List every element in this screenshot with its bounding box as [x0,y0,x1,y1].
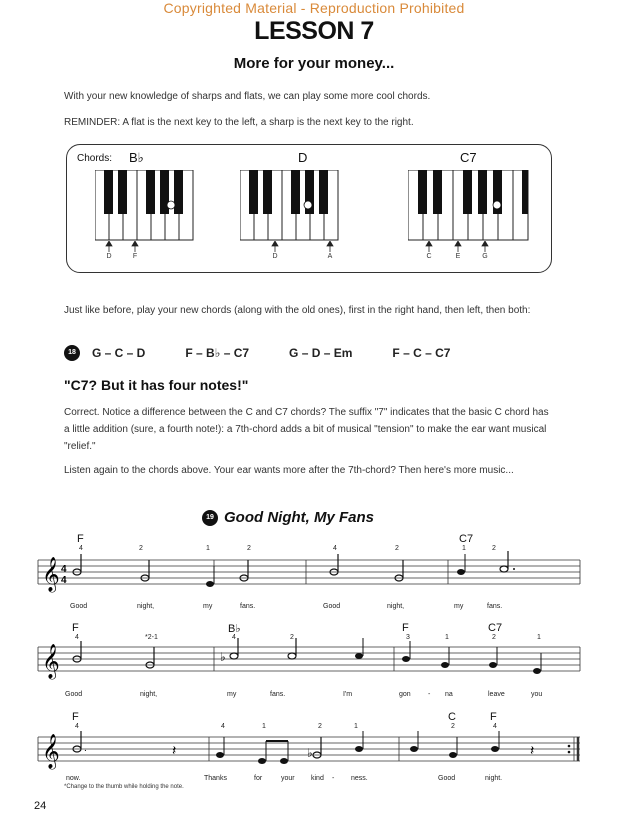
note-label: E [455,253,461,260]
fingering: 2 [247,545,251,552]
staff-chord: B♭ [228,623,241,635]
lyric: fans. [240,603,256,610]
lyric: Good [65,691,83,698]
fingering: 1 [537,634,541,641]
practice-paragraph: Just like before, play your new chords (along with the old ones), first in the right hand, then left, then both: [64,305,531,316]
c7-heading: "C7? But it has four notes!" [64,377,249,393]
fingering: 1 [354,723,358,730]
fingering: 4 [75,723,79,730]
progression-row [64,345,450,361]
lesson-subtitle: More for your money... [233,55,395,72]
note-label: D [272,253,278,260]
footnote: *Change to the thumb while holding the note. [64,784,184,790]
lyric: my [203,603,213,610]
staff-chord: F [402,622,409,634]
note-label: C [426,253,432,260]
fingering: 4 [493,723,497,730]
lyric: gon [399,691,411,698]
fingering: 2 [395,545,399,552]
fingering: 4 [232,634,236,641]
intro-paragraph: With your new knowledge of sharps and flats, we can play some more cool chords. [64,91,431,102]
svg-text:𝄞: 𝄞 [42,644,60,679]
lyric: you [531,691,543,698]
fingering: 2 [139,545,143,552]
lyric: my [227,691,237,698]
fingering: 2 [492,634,496,641]
fingering: *2-1 [145,634,158,641]
progression: F – C – C7 [392,346,451,360]
staff-system-3 [34,727,584,777]
lesson-title: LESSON 7 [254,17,374,45]
progression: G – C – D [92,346,146,360]
keyboard-bflat [95,170,195,242]
chord-name-d: D [298,150,308,165]
fingering: 3 [406,634,410,641]
lyric: night, [137,603,155,610]
fingering: 4 [333,545,337,552]
svg-text:𝄽: 𝄽 [530,743,535,759]
svg-text:♭: ♭ [307,746,313,760]
staff-chord: F [490,711,497,723]
progression: G – D – Em [289,346,353,360]
fingering: 2 [290,634,294,641]
svg-text:𝄞: 𝄞 [42,734,60,769]
lyric: night, [140,691,158,698]
progression: F – B♭ – C7 [185,346,250,360]
lyric: - [428,691,431,698]
svg-text:♭: ♭ [220,650,226,664]
lyric: leave [488,691,505,698]
fingering: 4 [75,634,79,641]
lyric: na [445,691,453,698]
svg-text:.: . [84,743,87,754]
fingering: 1 [462,545,466,552]
svg-text:𝄞: 𝄞 [42,557,60,592]
staff-chord: C7 [459,533,474,545]
chord-name-bflat: B♭ [129,150,144,165]
fingering: 2 [451,723,455,730]
svg-text:4: 4 [61,564,67,575]
staff-chord: C7 [488,622,503,634]
keyboard-d [240,170,340,242]
fingering: 1 [206,545,210,552]
staff-system-2 [34,637,584,687]
chord-name-c7: C7 [460,150,477,165]
lyric: kind [311,775,324,782]
audio-track-icon[interactable]: 19 [202,510,218,526]
staff-chord: C [448,711,456,723]
staff-system-1 [34,550,584,600]
lyric: night. [485,775,503,782]
lyric: I'm [343,691,353,698]
lyric: - [332,775,335,782]
note-label: F [132,253,138,260]
lyric: fans. [487,603,503,610]
c7-paragraph: Correct. Notice a difference between the C and C7 chords? The suffix "7" indicates that the basic C chord has a little addition (sure, a fourth note!): a 7th-chord adds a bit of musical "tension" to make the ear want musical "relief." [64,407,549,452]
reminder-paragraph: REMINDER: A flat is the next key to the left, a sharp is the next key to the right. [64,117,414,128]
lyric: fans. [270,691,286,698]
lyric: my [454,603,464,610]
staff-chord: F [72,622,79,634]
svg-text:4: 4 [61,575,67,586]
listen-paragraph: Listen again to the chords above. Your ear wants more after the 7th-chord? Then here's more music... [64,465,514,476]
audio-track-icon[interactable]: 18 [64,345,80,361]
lyric: for [254,775,263,782]
fingering: 2 [492,545,496,552]
fingering: 1 [262,723,266,730]
lyric: Good [70,603,88,610]
fingering: 4 [79,545,83,552]
song-title: Good Night, My Fans [224,509,374,526]
fingering: 2 [318,723,322,730]
note-label: A [327,253,333,260]
lyric: night, [387,603,405,610]
song-header [202,509,374,526]
chords-label: Chords: [77,153,113,164]
lyric: ness. [351,775,368,782]
copyright-watermark: Copyrighted Material - Reproduction Prohibited [163,0,465,16]
fingering: 1 [445,634,449,641]
page-number: 24 [34,800,47,812]
note-arrows [90,241,540,253]
keyboard-c7 [408,170,530,242]
lyric: your [281,775,295,782]
note-label: D [106,253,112,260]
lyric: Good [438,775,456,782]
staff-chord: F [72,711,79,723]
lyric: now. [66,775,81,782]
note-label: G [482,253,488,260]
lyric: Thanks [204,775,227,782]
lyric: Good [323,603,341,610]
fingering: 4 [221,723,225,730]
svg-text:𝄽: 𝄽 [172,743,177,759]
staff-chord: F [77,533,84,545]
